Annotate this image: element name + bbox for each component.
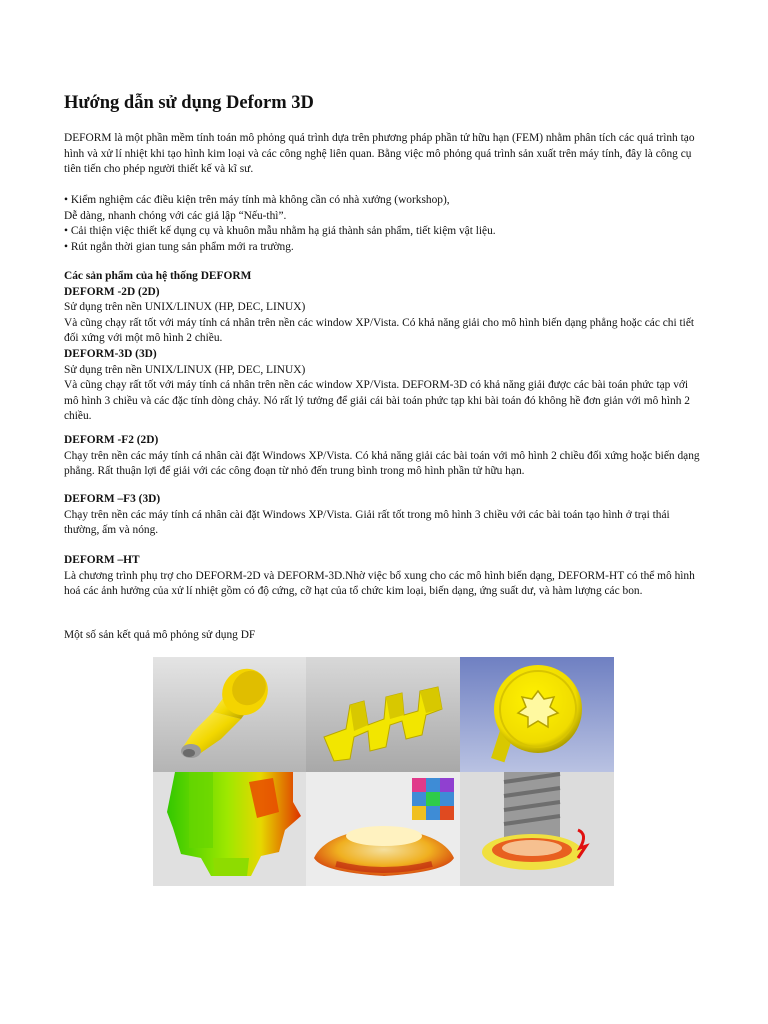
deform-f3-section	[64, 492, 704, 539]
dome-forging-image	[306, 772, 460, 886]
deform-ht-heading: DEFORM –HT	[64, 554, 140, 566]
list-item: • Cải thiện việc thiết kế dụng cụ và khuôn mẫu nhằm hạ giá thành sản phẩm, tiết kiệm vật liệu.	[64, 225, 496, 238]
screw-illustration	[460, 657, 614, 772]
deform-2d-description: Và cũng chạy rất tốt với máy tính cá nhân trên nền các window XP/Vista. Có khả năng giải cho mô hình biến dạng phẳng hoặc các chi tiết đối xứng với một mô hình 2 chiều.	[64, 316, 695, 345]
deform-f2-section	[64, 433, 704, 480]
deform-f2-heading: DEFORM -F2 (2D)	[64, 434, 159, 446]
chain-illustration	[306, 657, 460, 772]
deform-3d-platform: Sử dụng trên nền UNIX/LINUX (HP, DEC, LINUX)	[64, 363, 306, 376]
results-caption: Một số sản kết quả mô phỏng sử dụng DF	[64, 629, 256, 641]
list-item: • Rút ngắn thời gian tung sản phẩm mới ra trường.	[64, 240, 294, 253]
deform-2d-heading: DEFORM -2D (2D)	[64, 285, 160, 298]
deform-3d-description: Và cũng chạy rất tốt với máy tính cá nhân trên nền các window XP/Vista. DEFORM-3D có khả năng giải được các bài toán phức tạp với mô hình 3 chiều và các đặc tính dòng chảy. Nó rất lý tưởng để giải cái bài toán phức tạp khi bài toán đó không hề đơn giản với mô hình 2 chiều.	[64, 379, 690, 423]
deform-f3-description: Chạy trên nền các máy tính cá nhân cài đặt Windows XP/Vista. Giải rất tốt trong mô hình 3 chiều với các bài toán tạo hình ở trại thái thường, ấm và nóng.	[64, 508, 670, 537]
bolt-illustration	[153, 657, 306, 772]
bolt-simulation-image	[153, 657, 306, 772]
deform-3d-heading: DEFORM-3D (3D)	[64, 347, 157, 360]
list-item: Dễ dàng, nhanh chóng với các giả lập “Nếu-thì”.	[64, 209, 287, 222]
deform-ht-description: Là chương trình phụ trợ cho DEFORM-2D và DEFORM-3D.Nhờ việc bổ xung cho các mô hình biến dạng, DEFORM-HT có thể mô hình hoá các ảnh hưởng của xử lí nhiệt gồm có độ cứng, cỡ hạt của tổ chức kim loại, biến dạng, ứng suất dư, và hàm lượng các bon.	[64, 569, 695, 598]
dome-illustration	[306, 772, 460, 886]
deform-f3-heading: DEFORM –F3 (3D)	[64, 493, 161, 505]
stress-contour-illustration	[153, 772, 306, 886]
products-section	[64, 269, 704, 425]
deform-ht-section	[64, 553, 704, 600]
page-title: Hướng dẫn sử dụng Deform 3D	[64, 93, 314, 113]
chain-forging-image	[306, 657, 460, 772]
screw-head-image	[460, 657, 614, 772]
products-heading: Các sản phẩm của hệ thống DEFORM	[64, 270, 252, 282]
intro-paragraph: DEFORM là một phần mềm tính toán mô phỏng quá trình dựa trên phương pháp phần tử hữu hạn (FEM) nhằm phân tích các quá trình tạo hình và xử lí nhiệt khi tạo hình kim loại và các công nghệ liên quan. Bằng việc mô phỏng quá trình sản xuất trên máy tính, đây là công cụ tiên tiến cho phép người thiết kế và kĩ sư.	[64, 132, 695, 176]
simulation-results-figure	[153, 657, 614, 886]
deform-f2-description: Chạy trên nền các máy tính cá nhân cài đặt Windows XP/Vista. Có khả năng giải các bài toán với mô hình 2 chiều đối xứng hoặc biến dạng phẳng. Rất thuận lợi để giải với các công đoạn từ nhỏ đến trung bình trong mô hình phần tử hữu hạn.	[64, 449, 700, 478]
deform-2d-platform: Sử dụng trên nền UNIX/LINUX (HP, DEC, LINUX)	[64, 301, 306, 314]
stress-contour-image	[153, 772, 306, 886]
thread-rolling-illustration	[460, 772, 614, 886]
thread-rolling-image	[460, 772, 614, 886]
list-item: • Kiểm nghiệm các điều kiện trên máy tính mà không cần có nhà xưởng (workshop),	[64, 194, 450, 206]
benefits-list	[64, 193, 704, 255]
